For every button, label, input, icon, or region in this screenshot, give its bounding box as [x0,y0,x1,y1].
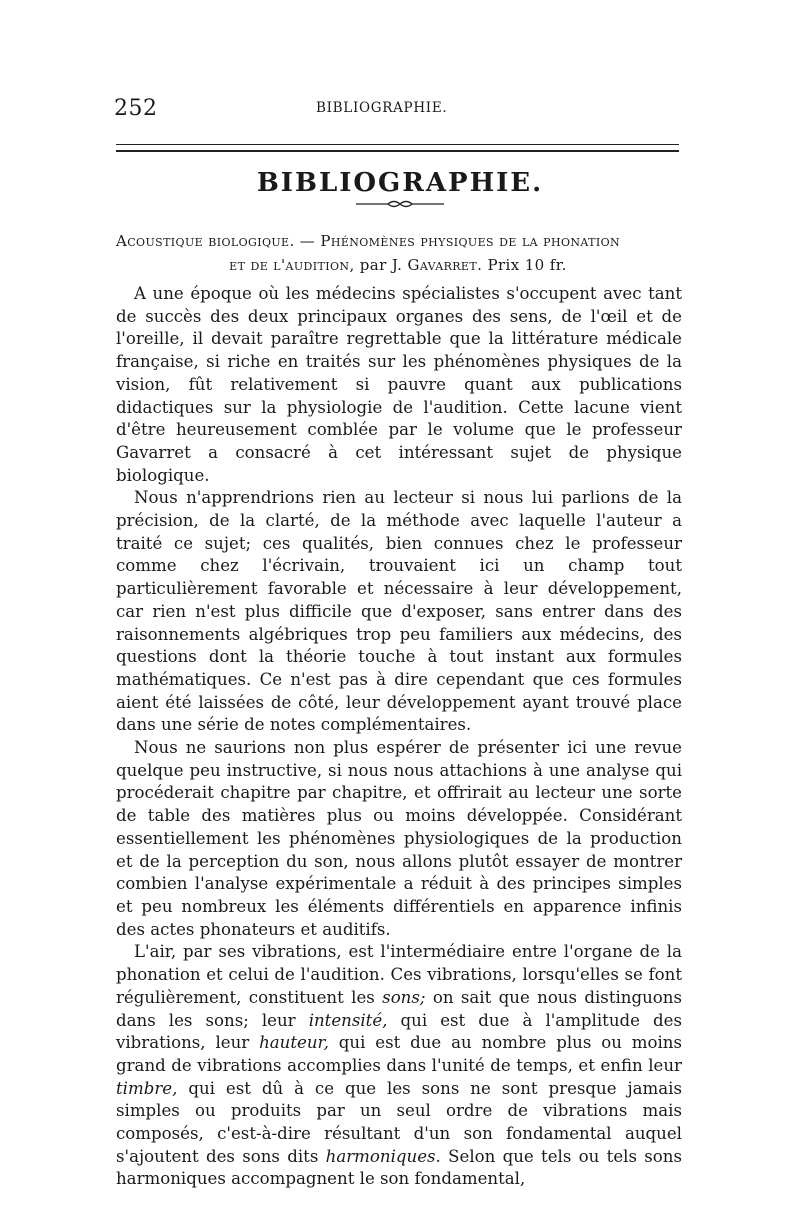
paragraph-3 [116,737,682,941]
page-number: 252 [114,96,158,121]
header-rule-thick [116,150,679,152]
paragraph-text: qui est due à l'amplitude des vibrations, leur [116,1010,682,1053]
term-intensite: intensité, [308,1010,388,1030]
header-rule-thin [116,144,679,145]
paragraph-text: Nous n'apprendrions rien au lecteur si nous lui parlions de la précision, de la clarté, de la méthode avec laquelle l'auteur a traité ce sujet; ces qualités, bien connues chez le professeur comme chez l'écrivain, trouvaient ici un champ tout particulièrement favorable et nécessaire à leur développement, car rien n'est plus difficile que d'exposer, sans entrer dans des raisonnements algébriques trop peu familiers aux médecins, des questions dont la théorie touche à tout instant aux formules mathématiques. Ce n'est pas à dire cependant que ces formules aient été laissées de côté, leur développement ayant trouvé place dans une série de notes complémentaires. [116,488,682,735]
paragraph-2 [116,487,682,737]
running-title: BIBLIOGRAPHIE. [316,100,448,116]
term-harmoniques: harmoniques. [325,1146,441,1166]
paragraph-text: qui est due au nombre plus ou moins grand de vibrations accomplies dans l'unité de temps, et enfin leur [116,1033,682,1075]
entry-heading-subtitle: et de l'audition, [229,256,355,274]
entry-heading-line-2 [116,256,680,274]
paragraph-text: Selon que tels ou tels sons harmoniques accompagnent le son fondamental, [116,1146,683,1189]
entry-price: . Prix 10 fr. [477,256,567,274]
paragraph-text: A une époque où les médecins spécialistes s'occupent avec tant de succès des deux principaux organes des sens, de l'œil et de l'oreille, il devait paraître regrettable que la littérature médicale française, si riche en traités sur les phénomènes physiques de la vision, fût relativement si pauvre quant aux publications didactiques sur la physiologie de l'audition. Cette lacune vient d'être heureusement comblée par le volume que le professeur Gavarret a consacré à cet intéressant sujet de physique biologique. [116,284,682,485]
entry-heading-by: par J. [354,256,408,274]
entry-author: Gavarret [407,256,478,274]
paragraph-text: Nous ne saurions non plus espérer de présenter ici une revue quelque peu instructive, si nous nous attachions à une analyse qui procéderait chapitre par chapitre, et offrirait au lecteur une sorte de table des matières plus ou moins développée. Considérant essentiellement les phénomènes physiologiques de la production et de la perception du son, nous allons plutôt essayer de montrer combien l'analyse expérimentale a réduit à des principes simples et peu nombreux les éléments différentiels en apparence infinis des actes phonateurs et auditifs. [116,738,682,939]
paragraph-text: on sait que nous distinguons dans les sons; leur [116,987,682,1030]
entry-heading-line-1: Acoustique biologique. — Phénomènes physiques de la phonation [116,232,621,250]
term-sons: sons; [382,987,426,1007]
review-body [116,283,682,1191]
paragraph-text: L'air, par ses vibrations, est l'intermédiaire entre l'organe de la phonation et celui de l'audition. Ces vibrations, lorsqu'elles se font régulièrement, constituent les [116,942,682,1007]
paragraph-text: qui est dû à ce que les sons ne sont presque jamais simples ou produits par un seul ordre de vibrations mais composés, c'est-à-dire résultant d'un son fondamental auquel s'ajoutent des sons dits [116,1078,682,1166]
term-timbre: timbre, [116,1078,178,1098]
paragraph-1 [116,283,682,487]
title-ornament-icon [354,198,446,210]
term-hauteur: hauteur, [259,1033,329,1053]
paragraph-4 [116,941,682,1191]
section-title: BIBLIOGRAPHIE. [256,168,544,198]
